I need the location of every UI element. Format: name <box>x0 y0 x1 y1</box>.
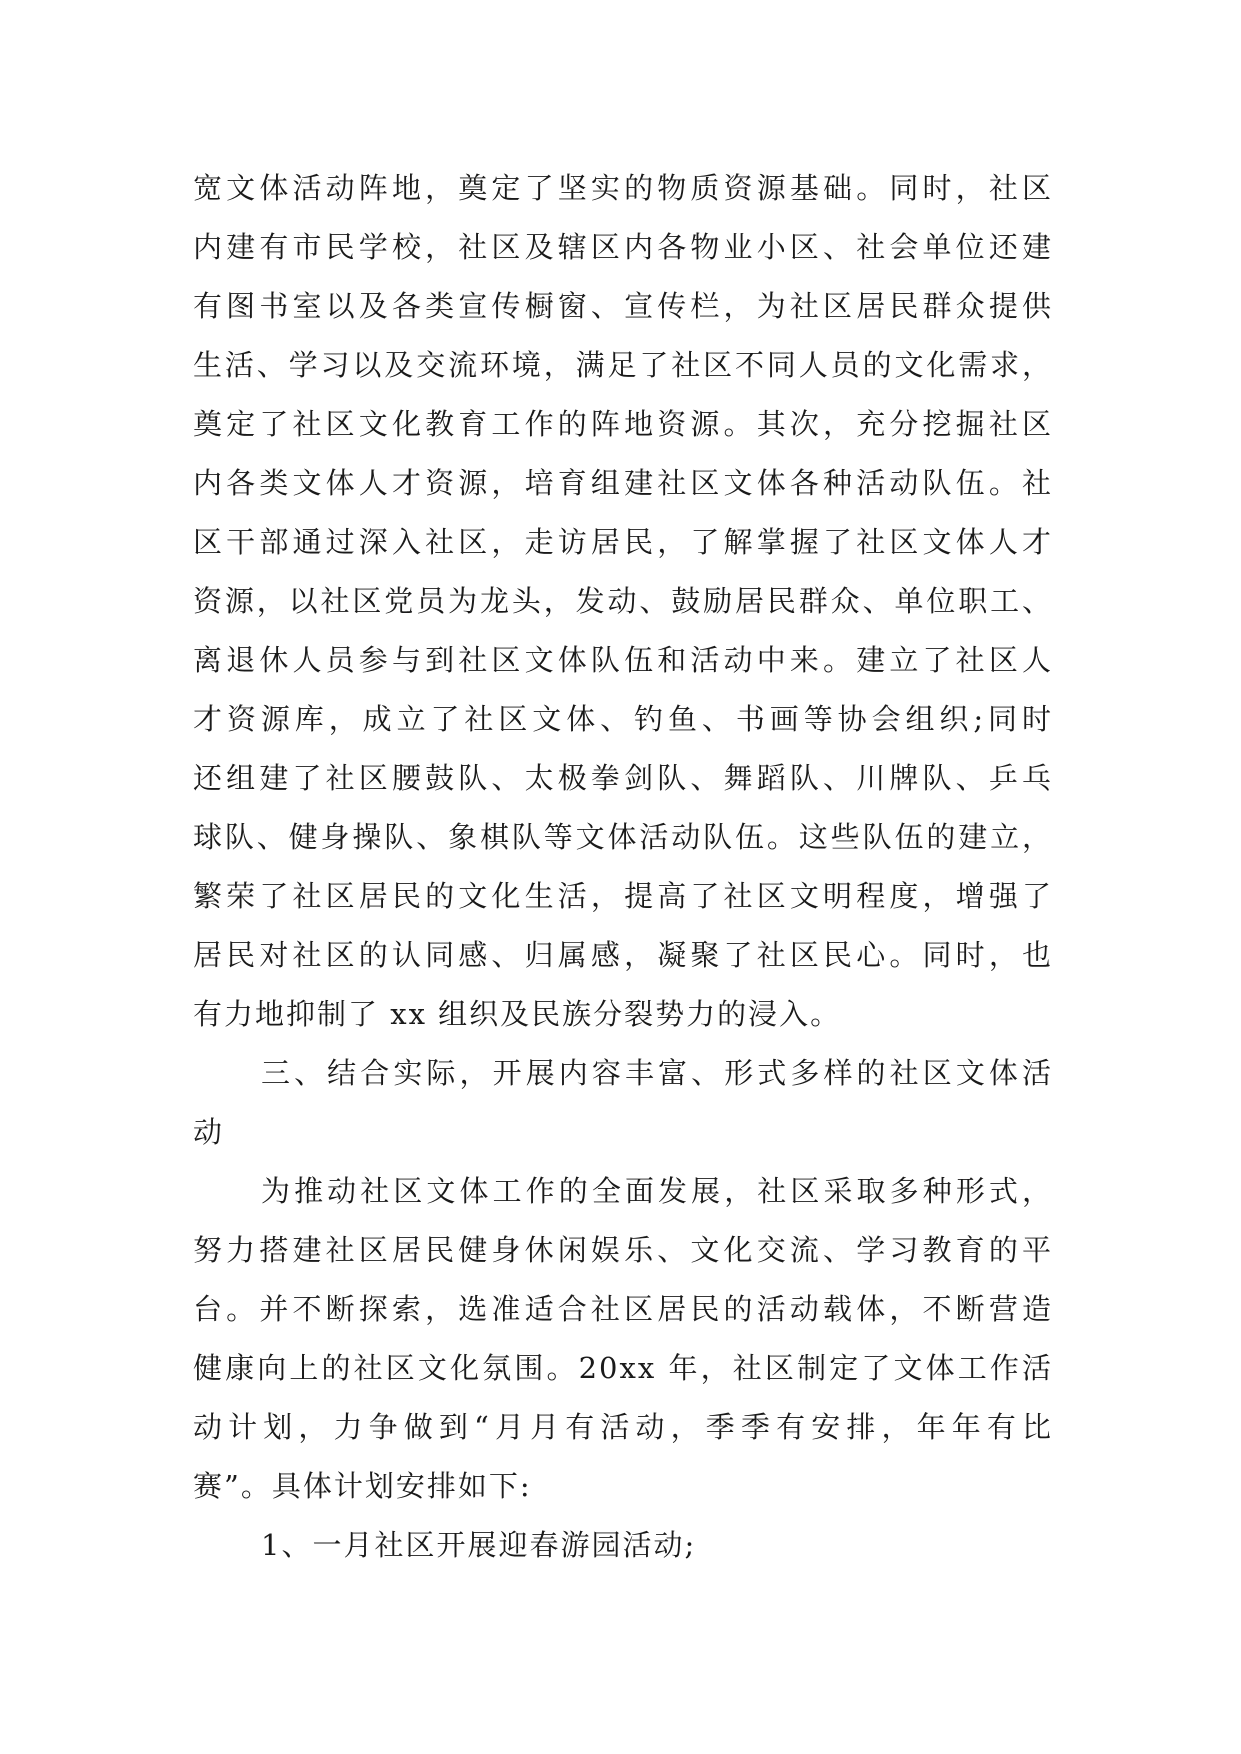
section-heading-line: 动 <box>193 1115 225 1149</box>
text-line: 才资源库，成立了社区文体、钓鱼、书画等协会组织;同时 <box>193 702 1053 736</box>
text-line: 繁荣了社区居民的文化生活，提高了社区文明程度，增强了 <box>193 879 1053 913</box>
text-line: 内各类文体人才资源，培育组建社区文体各种活动队伍。社 <box>193 466 1053 500</box>
section-heading-line: 三、结合实际，开展内容丰富、形式多样的社区文体活 <box>261 1056 1053 1090</box>
text-line: 居民对社区的认同感、归属感，凝聚了社区民心。同时，也 <box>193 938 1053 972</box>
text-line: 健康向上的社区文化氛围。20xx 年，社区制定了文体工作活 <box>193 1351 1053 1385</box>
text-line: 球队、健身操队、象棋队等文体活动队伍。这些队伍的建立， <box>193 820 1053 854</box>
text-line: 努力搭建社区居民健身休闲娱乐、文化交流、学习教育的平 <box>193 1233 1053 1267</box>
text-line: 赛”。具体计划安排如下: <box>193 1469 532 1503</box>
text-line: 台。并不断探索，选准适合社区居民的活动载体，不断营造 <box>193 1292 1053 1326</box>
text-line: 有力地抑制了 xx 组织及民族分裂势力的浸入。 <box>193 997 842 1031</box>
text-line: 生活、学习以及交流环境，满足了社区不同人员的文化需求， <box>193 348 1053 382</box>
text-line: 内建有市民学校，社区及辖区内各物业小区、社会单位还建 <box>193 230 1053 264</box>
text-line: 离退休人员参与到社区文体队伍和活动中来。建立了社区人 <box>193 643 1053 677</box>
text-line: 区干部通过深入社区，走访居民，了解掌握了社区文体人才 <box>193 525 1053 559</box>
text-line: 还组建了社区腰鼓队、太极拳剑队、舞蹈队、川牌队、乒乓 <box>193 761 1053 795</box>
list-item: 1、一月社区开展迎春游园活动; <box>261 1528 697 1562</box>
text-line: 宽文体活动阵地，奠定了坚实的物质资源基础。同时，社区 <box>193 171 1053 205</box>
text-line: 动计划，力争做到“月月有活动，季季有安排，年年有比 <box>193 1410 1053 1444</box>
text-line: 资源，以社区党员为龙头，发动、鼓励居民群众、单位职工、 <box>193 584 1053 618</box>
text-line: 奠定了社区文化教育工作的阵地资源。其次，充分挖掘社区 <box>193 407 1053 441</box>
text-line: 有图书室以及各类宣传橱窗、宣传栏，为社区居民群众提供 <box>193 289 1053 323</box>
text-line: 为推动社区文体工作的全面发展，社区采取多种形式， <box>261 1174 1053 1208</box>
document-body <box>193 159 1053 1575</box>
